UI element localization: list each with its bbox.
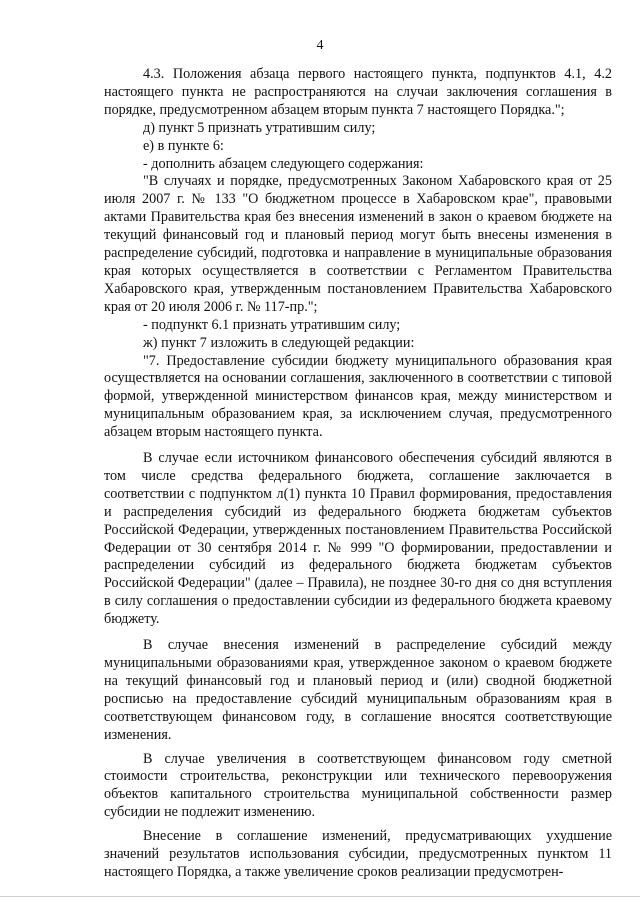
document-body: [104, 66, 612, 882]
paragraph-point-7: "7. Предоставление субсидии бюджету муниципального образования края осуществляется на основании соглашения, заключенного в соответствии с типовой формой, утвержденной министерством финансов края, между министерством и муниципальным образованием края, за исключением случая, предусмотренного абзацем вторым настоящего пункта.: [104, 352, 612, 441]
paragraph-6-1-void: - подпункт 6.1 признать утратившим силу;: [143, 316, 401, 333]
paragraph-amendments: Внесение в соглашение изменений, предусматривающих ухудшение значений результатов использования субсидии, предусмотренных пунктом 11 настоящего Порядка, а также увеличение сроков реализации предусмотрен-: [104, 828, 612, 880]
paragraph-cost-increase: В случае увеличения в соответствующем финансовом году сметной стоимости строительства, реконструкции или технического перевооружения объектов капитального строительства муниципальной собственности размер субсидии не подлежит изменению.: [104, 750, 612, 821]
paragraph-add-clause: - дополнить абзацем следующего содержания:: [143, 155, 424, 172]
paragraph-4-3: 4.3. Положения абзаца первого настоящего пункта, подпунктов 4.1, 4.2 настоящего пункта не распространяются на случаи заключения соглашения в порядке, предусмотренном абзацем вторым пункта 7 настоящего Порядка.";: [104, 66, 612, 118]
scan-edge-divider: [0, 896, 640, 897]
paragraph-item-e: е) в пункте 6:: [143, 137, 224, 154]
paragraph-quoted-clause: "В случаях и порядке, предусмотренных Законом Хабаровского края от 25 июля 2007 г. № 133 "О бюджетном процессе в Хабаровском крае", правовыми актами Правительства края без внесения изменений в закон о краевом бюджете на текущий финансовый год и плановый период могут быть внесены изменения в распределение субсидий, подготовка и направление в муниципальные образования края которых осуществляется в соответствии с Регламентом Правительства Хабаровского края, утвержденным постановлением Правительства Хабаровского края от 20 июля 2006 г. № 117-пр.";: [104, 173, 612, 315]
paragraph-item-zh: ж) пункт 7 изложить в следующей редакции:: [143, 334, 415, 351]
paragraph-item-d: д) пункт 5 признать утратившим силу;: [143, 119, 376, 136]
paragraph-distribution-changes: В случае внесения изменений в распределение субсидий между муниципальными образованиями края, утвержденное законом о краевом бюджете на текущий финансовый год и плановый период и (или) сводной бюджетной росписью на предоставление субсидий муниципальным образованиям края в соответствующем финансовом году, в соглашение вносятся соответствующие изменения.: [104, 637, 612, 743]
page-number: 4: [316, 38, 324, 53]
paragraph-federal-funds: В случае если источником финансового обеспечения субсидий являются в том числе средства федерального бюджета, соглашение заключается в соответствии с подпунктом л(1) пункта 10 Правил формирования, предоставления и распределения субсидий из федерального бюджета бюджетам субъектов Российской Федерации, утвержденных постановлением Правительства Российской Федерации от 30 сентября 2014 г. № 999 "О формировании, предоставлении и распределении субсидий из федерального бюджета бюджетам субъектов Российской Федерации" (далее – Правила), не позднее 30-го дня со дня вступления в силу соглашения о предоставлении субсидии из федерального бюджета краевому бюджету.: [104, 450, 612, 628]
